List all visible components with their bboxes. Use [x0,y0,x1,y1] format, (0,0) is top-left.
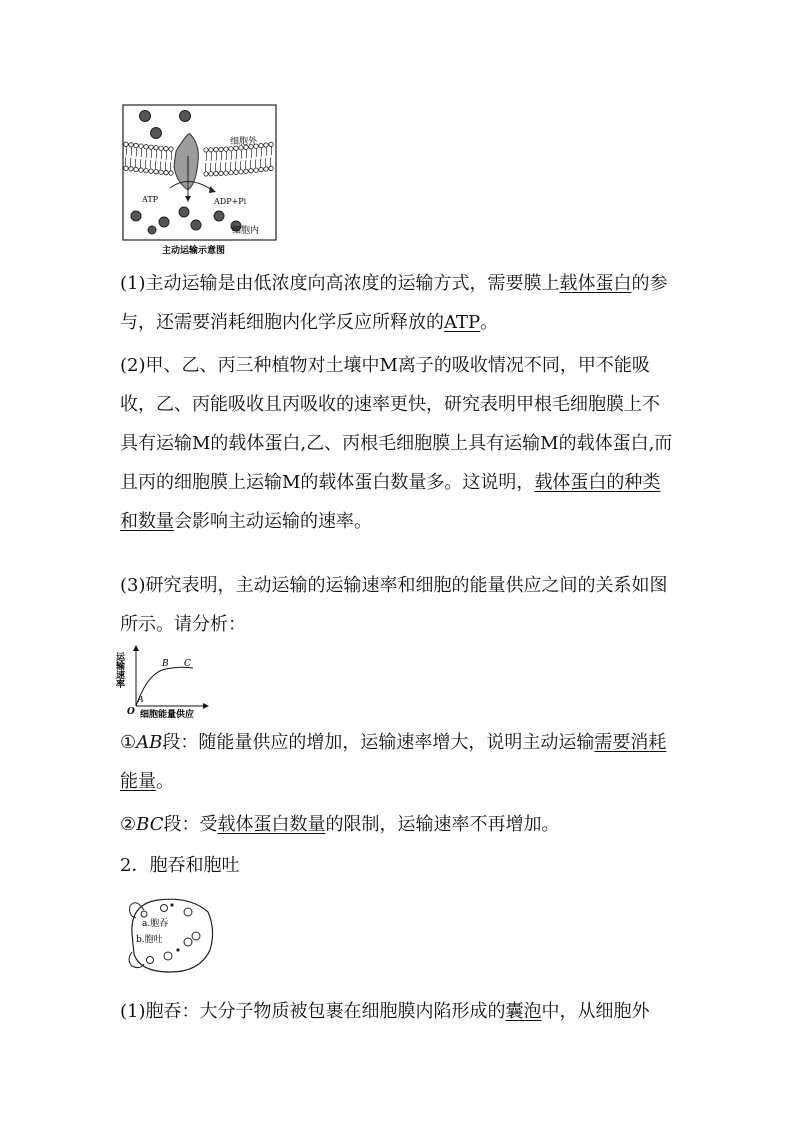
vesicle [184,938,192,946]
phospholipid-head [229,147,233,151]
phospholipid-head [259,167,263,171]
label-endocytosis: a.胞吞 [142,919,169,929]
phospholipid-head [229,171,233,175]
p5-text-d: 的限制，运输速率不再增加。 [325,814,560,835]
p4-marker: ① [120,732,137,753]
p4-answer-energy: 需要消耗能量 [120,732,667,792]
phospholipid-head [134,167,138,171]
phospholipid-head [224,171,228,175]
paragraph-endocytosis [120,992,676,1031]
p1-text-c: 的参与，还需要消耗细胞内化学反应所释放的 [120,273,668,333]
label-atp: ATP [142,195,159,204]
p6-text-c: 中，从细胞外 [541,1001,650,1022]
paragraph-ab [120,723,676,801]
phospholipid-head [244,169,248,173]
paragraph-1 [120,264,676,342]
phospholipid-head [264,143,268,147]
p1-text-a: (1)主动运输是由低浓度向高浓度的运输方式，需要膜上 [120,273,560,294]
phospholipid-head [204,172,208,176]
rate-curve [136,667,193,706]
figure-caption: 主动运输示意图 [162,246,226,256]
vesicle [192,932,200,940]
phospholipid-head [219,171,223,175]
phospholipid-head [129,143,133,147]
paragraph-3 [120,566,676,644]
phospholipid-head [269,166,273,170]
p5-segment-bc: BC [136,814,164,835]
p1-answer-carrier-protein: 载体蛋白 [559,273,632,294]
paragraph-2 [120,346,676,541]
phospholipid-head [124,142,128,146]
vesicle [141,911,147,917]
point-a-label: A [138,695,144,704]
phospholipid-head [249,169,253,173]
p2-text-a: (2)甲、乙、丙三种植物对土壤中M离子的吸收情况不同，甲不能吸收，乙、丙能吸收且丙吸收的速率更快，研究表明甲根毛细胞膜上不具有运输M的载体蛋白,乙、丙根毛细胞膜上具有运输M的载体蛋白,而且丙的细胞膜上运输M的载体蛋白数量多。这说明， [120,355,673,493]
endocytosis-diagram [122,894,218,976]
phospholipid-head [239,170,243,174]
label-exocytosis: b.胞吐 [136,935,163,945]
vesicle [164,952,172,960]
origin-label: O [127,707,135,717]
phospholipid-head [204,148,208,152]
point-c-label: C [184,659,191,669]
phospholipid-head [169,171,173,175]
active-transport-figure [122,104,278,260]
p5-marker: ② [120,814,137,835]
phospholipid-head [259,143,263,147]
endocytosis-figure [122,894,218,976]
p2-text-c: 会影响主动运输的速率。 [174,511,372,532]
p4-text-d: 。 [156,771,174,792]
p3-text-a: (3)研究表明，主动运输的运输速率和细胞的能量供应之间的关系如图所示。请分析： [120,575,668,635]
phospholipid-head [234,170,238,174]
vesicle [147,957,154,964]
p6-text-a: (1)胞吞：大分子物质被包裹在细胞膜内陷形成的 [120,1001,506,1022]
label-inside: 细胞内 [232,226,260,236]
phospholipid-head [129,167,133,171]
label-adp: ADP+Pi [214,197,247,206]
p6-answer-vesicle: 囊泡 [505,1001,542,1022]
p2-answer-type-and-number: 载体蛋白的种类和数量 [120,472,661,532]
phospholipid-head [264,167,268,171]
phospholipid-head [159,146,163,150]
phospholipid-head [144,144,148,148]
phospholipid-head [164,170,168,174]
p5-answer-number: 载体蛋白数量 [217,814,326,835]
p4-text-b: 段：随能量供应的增加，运输速率增大，说明主动运输 [162,732,595,753]
phospholipid-head [139,144,143,148]
phospholipid-head [154,146,158,150]
phospholipid-head [144,168,148,172]
x-axis-label: 细胞能量供应 [140,710,195,720]
phospholipid-head [149,145,153,149]
phospholipid-head [224,147,228,151]
vesicle [161,905,168,912]
rate-energy-figure [114,644,214,720]
phospholipid-head [214,171,218,175]
phospholipid-head [159,170,163,174]
p5-text-b: 段：受 [163,814,218,835]
phospholipid-head [169,147,173,151]
label-outside: 细胞外 [230,137,258,147]
phospholipid-head [124,166,128,170]
phospholipid-head [164,146,168,150]
p1-text-e: 。 [480,312,499,333]
phospholipid-head [134,143,138,147]
point-b-label: B [162,659,169,669]
p4-segment-ab: AB [136,732,163,753]
phospholipid-head [149,169,153,173]
rate-energy-graph [114,644,214,720]
vesicle [184,908,192,916]
y-axis-label: 运输速率 [114,652,124,688]
paragraph-bc [120,805,676,844]
phospholipid-head [219,147,223,151]
phospholipid-head [154,170,158,174]
section-heading-2: 2．胞吞和胞吐 [120,855,240,876]
phospholipid-head [139,168,143,172]
phospholipid-head [254,168,258,172]
p1-answer-atp: ATP [444,312,481,333]
phospholipid-head [209,148,213,152]
phospholipid-head [209,172,213,176]
phospholipid-head [269,142,273,146]
active-transport-diagram [122,104,278,260]
phospholipid-head [214,147,218,151]
